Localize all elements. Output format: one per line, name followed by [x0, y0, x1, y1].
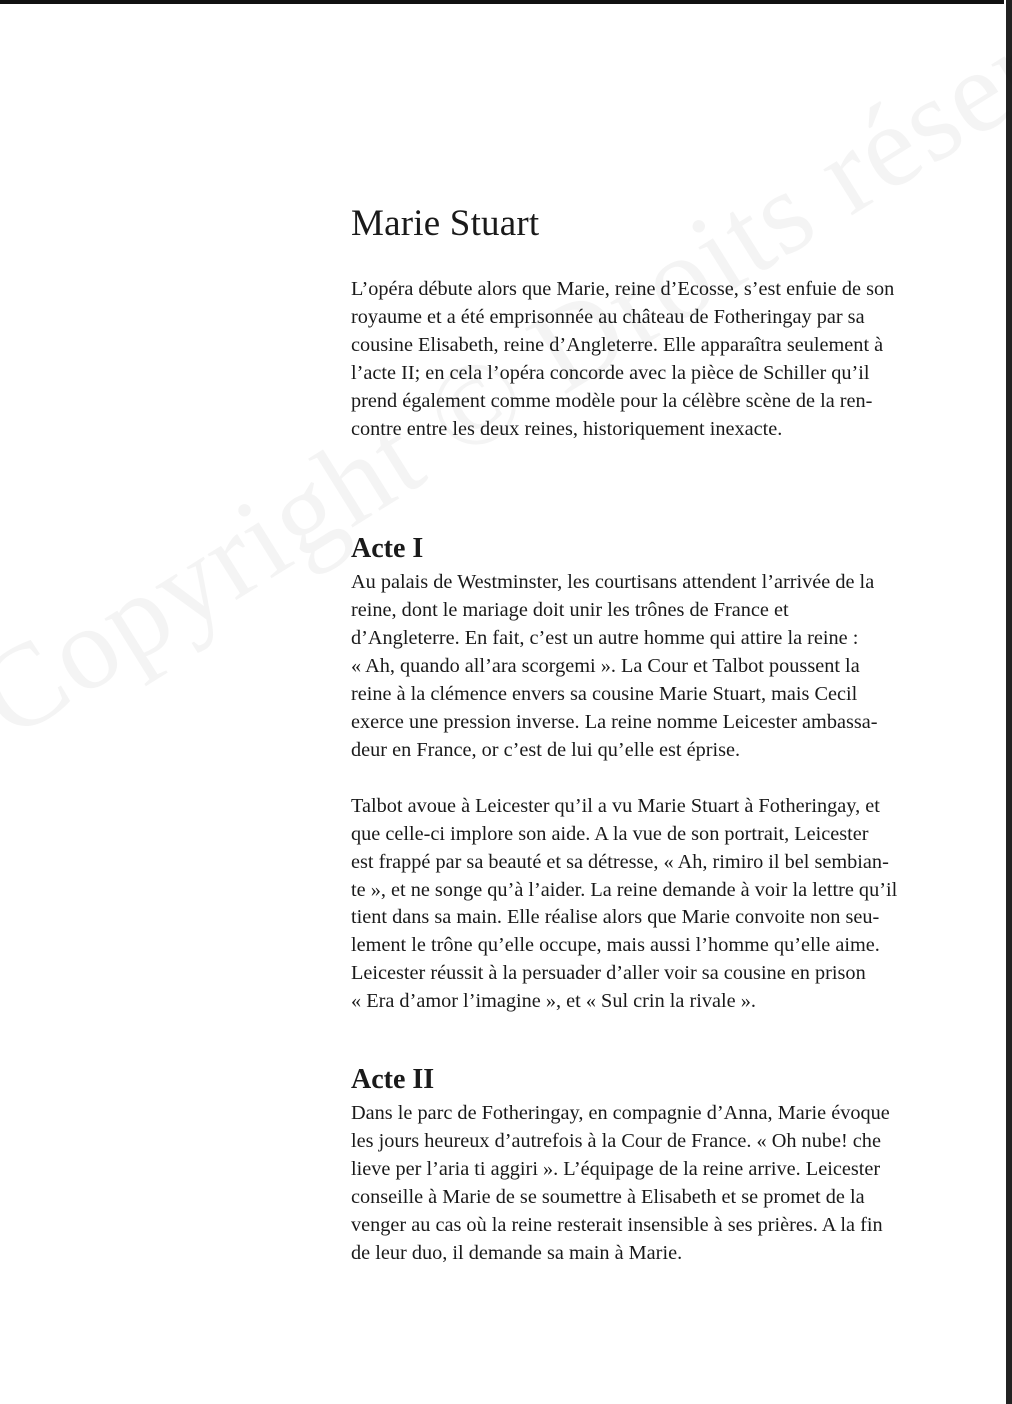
text-line: tient dans sa main. Elle réalise alors que Marie convoite non seu- [351, 906, 880, 929]
act-1-paragraph-2 [351, 793, 951, 1016]
text-line: Dans le parc de Fotheringay, en compagnie d’Anna, Marie évoque [351, 1102, 890, 1125]
text-line: contre entre les deux reines, historiquement inexacte. [351, 417, 783, 440]
text-line: te », et ne songe qu’à l’aider. La reine demande à voir la lettre qu’il [351, 878, 898, 901]
text-line: exerce une pression inverse. La reine nomme Leicester ambassa- [351, 710, 878, 733]
text-line: les jours heureux d’autrefois à la Cour de France. « Oh nube! che [351, 1129, 881, 1152]
text-line: L’opéra débute alors que Marie, reine d’Ecosse, s’est enfuie de son [351, 278, 895, 300]
act-2-paragraph-1 [351, 1100, 951, 1267]
text-line: lieve per l’aria ti aggiri ». L’équipage de la reine arrive. Leicester [351, 1157, 881, 1180]
text-line: prend également comme modèle pour la célèbre scène de la ren- [351, 389, 873, 412]
text-line: conseille à Marie de se soumettre à Elisabeth et se promet de la [351, 1185, 865, 1208]
text-line: est frappé par sa beauté et sa détresse, « Ah, rimiro il bel sembian- [351, 850, 889, 873]
act-2-section [351, 1060, 951, 1267]
text-line: venger au cas où la reine resterait insensible à ses prières. A la fin [351, 1213, 883, 1236]
text-line: « Ah, quando all’ara scorgemi ». La Cour et Talbot poussent la [351, 655, 860, 678]
text-line: reine, dont le mariage doit unir les trônes de France et [351, 599, 789, 622]
text-line: de leur duo, il demande sa main à Marie. [351, 1241, 683, 1264]
text-line: que celle-ci implore son aide. A la vue de son portrait, Leicester [351, 822, 869, 845]
text-line: deur en France, or c’est de lui qu’elle est éprise. [351, 738, 741, 761]
text-line: « Era d’amor l’imagine », et « Sul crin la rivale ». [351, 990, 756, 1013]
text-line: l’acte II; en cela l’opéra concorde avec la pièce de Schiller qu’il [351, 361, 870, 384]
scan-border-right [1004, 0, 1012, 1404]
text-line: Au palais de Westminster, les courtisans attendent l’arrivée de la [351, 571, 875, 594]
text-line: royaume et a été emprisonnée au château de Fotheringay par sa [351, 305, 865, 328]
text-line: reine à la clémence envers sa cousine Marie Stuart, mais Cecil [351, 683, 858, 706]
text-line: Leicester réussit à la persuader d’aller voir sa cousine en prison [351, 962, 866, 985]
text-line: lement le trône qu’elle occupe, mais aussi l’homme qu’elle aime. [351, 934, 880, 957]
text-line: d’Angleterre. En fait, c’est un autre homme qui attire la reine : [351, 627, 859, 650]
document-body [351, 198, 951, 1267]
intro-paragraph [351, 276, 951, 443]
text-line: Talbot avoue à Leicester qu’il a vu Marie Stuart à Fotheringay, et [351, 794, 880, 817]
scan-border-top [0, 0, 1012, 4]
act-1-paragraph-1 [351, 569, 951, 764]
text-line: cousine Elisabeth, reine d’Angleterre. Elle apparaîtra seulement à [351, 333, 884, 356]
act-1-section [351, 529, 951, 1016]
page-title: Marie Stuart [351, 203, 540, 244]
act-2-heading: Acte II [351, 1064, 435, 1096]
act-1-heading: Acte I [351, 533, 424, 565]
